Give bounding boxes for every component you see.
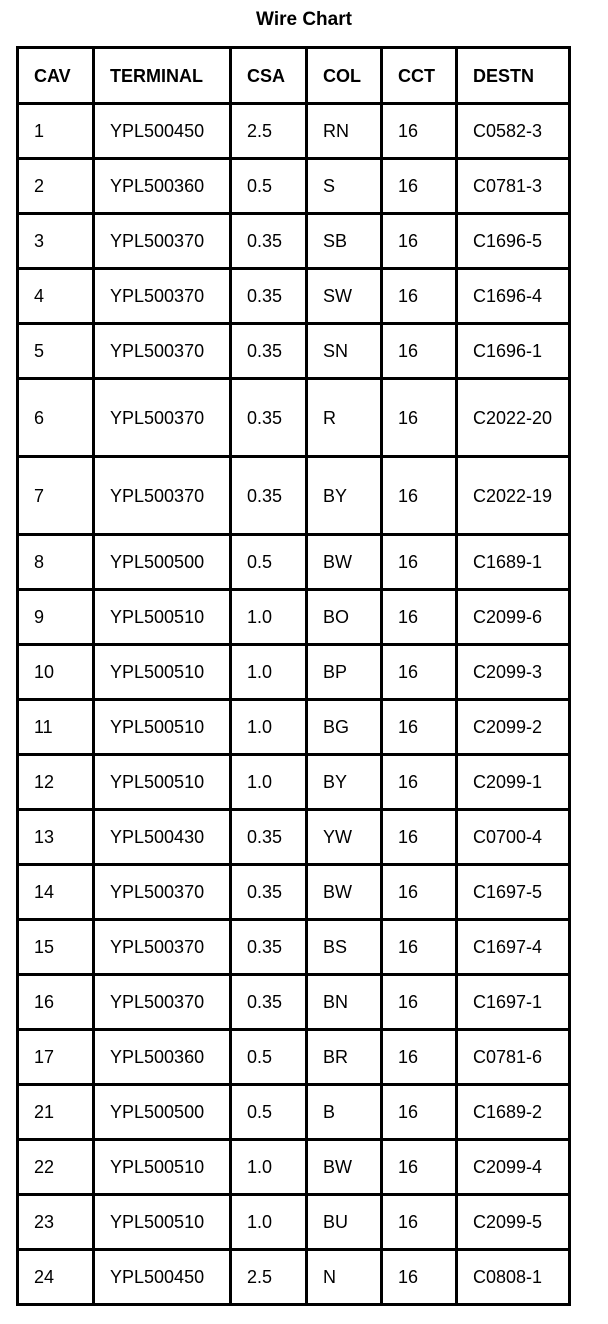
table-row bbox=[19, 458, 571, 536]
cell-destn: C1689-2 bbox=[458, 1086, 571, 1141]
cell-csa: 1.0 bbox=[232, 646, 308, 701]
cell-csa: 0.35 bbox=[232, 976, 308, 1031]
header-col: COL bbox=[308, 49, 383, 105]
table-row bbox=[19, 536, 571, 591]
cell-cav: 21 bbox=[19, 1086, 95, 1141]
cell-cct: 16 bbox=[383, 756, 458, 811]
cell-cct: 16 bbox=[383, 646, 458, 701]
cell-cav: 12 bbox=[19, 756, 95, 811]
cell-terminal: YPL500510 bbox=[95, 591, 232, 646]
cell-cct: 16 bbox=[383, 380, 458, 458]
header-terminal: TERMINAL bbox=[95, 49, 232, 105]
cell-csa: 0.35 bbox=[232, 866, 308, 921]
cell-col: SW bbox=[308, 270, 383, 325]
cell-terminal: YPL500510 bbox=[95, 756, 232, 811]
cell-cav: 23 bbox=[19, 1196, 95, 1251]
cell-csa: 1.0 bbox=[232, 756, 308, 811]
cell-col: BO bbox=[308, 591, 383, 646]
cell-col: S bbox=[308, 160, 383, 215]
cell-cav: 6 bbox=[19, 380, 95, 458]
table-row bbox=[19, 646, 571, 701]
table-row bbox=[19, 701, 571, 756]
cell-cav: 9 bbox=[19, 591, 95, 646]
cell-cav: 14 bbox=[19, 866, 95, 921]
cell-cav: 24 bbox=[19, 1251, 95, 1306]
cell-csa: 0.35 bbox=[232, 921, 308, 976]
wire-chart-table bbox=[16, 46, 571, 1306]
table-row bbox=[19, 1196, 571, 1251]
table-row bbox=[19, 105, 571, 160]
cell-terminal: YPL500430 bbox=[95, 811, 232, 866]
cell-csa: 0.5 bbox=[232, 160, 308, 215]
cell-terminal: YPL500510 bbox=[95, 701, 232, 756]
cell-destn: C0781-6 bbox=[458, 1031, 571, 1086]
header-csa: CSA bbox=[232, 49, 308, 105]
table-row bbox=[19, 270, 571, 325]
table-row bbox=[19, 921, 571, 976]
cell-csa: 0.35 bbox=[232, 811, 308, 866]
cell-terminal: YPL500360 bbox=[95, 160, 232, 215]
cell-destn: C1696-5 bbox=[458, 215, 571, 270]
cell-col: BG bbox=[308, 701, 383, 756]
table-header-row bbox=[19, 49, 571, 105]
cell-cct: 16 bbox=[383, 811, 458, 866]
cell-destn: C2022-20 bbox=[458, 380, 571, 458]
cell-cav: 1 bbox=[19, 105, 95, 160]
cell-csa: 1.0 bbox=[232, 701, 308, 756]
cell-destn: C2099-4 bbox=[458, 1141, 571, 1196]
cell-col: BS bbox=[308, 921, 383, 976]
cell-cct: 16 bbox=[383, 458, 458, 536]
table-row bbox=[19, 756, 571, 811]
cell-col: BW bbox=[308, 536, 383, 591]
cell-cct: 16 bbox=[383, 105, 458, 160]
cell-col: BY bbox=[308, 458, 383, 536]
cell-cct: 16 bbox=[383, 701, 458, 756]
cell-terminal: YPL500370 bbox=[95, 458, 232, 536]
cell-cav: 10 bbox=[19, 646, 95, 701]
cell-destn: C1697-4 bbox=[458, 921, 571, 976]
cell-terminal: YPL500450 bbox=[95, 1251, 232, 1306]
cell-cav: 15 bbox=[19, 921, 95, 976]
cell-col: BU bbox=[308, 1196, 383, 1251]
cell-cav: 16 bbox=[19, 976, 95, 1031]
cell-csa: 2.5 bbox=[232, 1251, 308, 1306]
cell-csa: 0.5 bbox=[232, 1031, 308, 1086]
cell-destn: C2099-1 bbox=[458, 756, 571, 811]
table-row bbox=[19, 591, 571, 646]
cell-terminal: YPL500370 bbox=[95, 215, 232, 270]
table-row bbox=[19, 1251, 571, 1306]
cell-terminal: YPL500370 bbox=[95, 380, 232, 458]
cell-terminal: YPL500370 bbox=[95, 976, 232, 1031]
cell-destn: C0582-3 bbox=[458, 105, 571, 160]
cell-csa: 0.35 bbox=[232, 380, 308, 458]
header-destn: DESTN bbox=[458, 49, 571, 105]
cell-cct: 16 bbox=[383, 1086, 458, 1141]
cell-destn: C2099-6 bbox=[458, 591, 571, 646]
cell-cct: 16 bbox=[383, 160, 458, 215]
table-row bbox=[19, 811, 571, 866]
page-title: Wire Chart bbox=[256, 9, 352, 30]
cell-csa: 1.0 bbox=[232, 1141, 308, 1196]
table-row bbox=[19, 866, 571, 921]
cell-terminal: YPL500510 bbox=[95, 1141, 232, 1196]
cell-col: RN bbox=[308, 105, 383, 160]
table-row bbox=[19, 325, 571, 380]
cell-terminal: YPL500370 bbox=[95, 866, 232, 921]
cell-destn: C0781-3 bbox=[458, 160, 571, 215]
cell-destn: C2099-2 bbox=[458, 701, 571, 756]
cell-csa: 0.35 bbox=[232, 215, 308, 270]
cell-cct: 16 bbox=[383, 1141, 458, 1196]
cell-col: BW bbox=[308, 1141, 383, 1196]
cell-destn: C0808-1 bbox=[458, 1251, 571, 1306]
cell-cct: 16 bbox=[383, 866, 458, 921]
cell-terminal: YPL500370 bbox=[95, 270, 232, 325]
header-cav: CAV bbox=[19, 49, 95, 105]
cell-csa: 1.0 bbox=[232, 591, 308, 646]
table-row bbox=[19, 1141, 571, 1196]
cell-terminal: YPL500510 bbox=[95, 646, 232, 701]
cell-destn: C2022-19 bbox=[458, 458, 571, 536]
cell-col: BR bbox=[308, 1031, 383, 1086]
cell-cav: 7 bbox=[19, 458, 95, 536]
table-row bbox=[19, 1086, 571, 1141]
cell-cav: 8 bbox=[19, 536, 95, 591]
table-row bbox=[19, 976, 571, 1031]
cell-destn: C0700-4 bbox=[458, 811, 571, 866]
cell-col: BY bbox=[308, 756, 383, 811]
table-row bbox=[19, 1031, 571, 1086]
cell-terminal: YPL500500 bbox=[95, 1086, 232, 1141]
cell-terminal: YPL500370 bbox=[95, 325, 232, 380]
cell-cct: 16 bbox=[383, 1196, 458, 1251]
cell-terminal: YPL500450 bbox=[95, 105, 232, 160]
cell-csa: 0.35 bbox=[232, 325, 308, 380]
cell-cct: 16 bbox=[383, 921, 458, 976]
cell-col: SB bbox=[308, 215, 383, 270]
cell-destn: C2099-5 bbox=[458, 1196, 571, 1251]
cell-terminal: YPL500370 bbox=[95, 921, 232, 976]
cell-terminal: YPL500500 bbox=[95, 536, 232, 591]
cell-csa: 2.5 bbox=[232, 105, 308, 160]
cell-terminal: YPL500510 bbox=[95, 1196, 232, 1251]
cell-terminal: YPL500360 bbox=[95, 1031, 232, 1086]
cell-cct: 16 bbox=[383, 536, 458, 591]
cell-col: BN bbox=[308, 976, 383, 1031]
cell-cct: 16 bbox=[383, 215, 458, 270]
cell-csa: 0.35 bbox=[232, 270, 308, 325]
cell-cav: 2 bbox=[19, 160, 95, 215]
cell-cct: 16 bbox=[383, 270, 458, 325]
table-row bbox=[19, 380, 571, 458]
cell-cct: 16 bbox=[383, 325, 458, 380]
cell-cav: 13 bbox=[19, 811, 95, 866]
cell-col: SN bbox=[308, 325, 383, 380]
cell-destn: C1696-1 bbox=[458, 325, 571, 380]
cell-cav: 5 bbox=[19, 325, 95, 380]
cell-cav: 17 bbox=[19, 1031, 95, 1086]
cell-csa: 0.5 bbox=[232, 536, 308, 591]
cell-cav: 11 bbox=[19, 701, 95, 756]
cell-col: BW bbox=[308, 866, 383, 921]
table-row bbox=[19, 160, 571, 215]
cell-destn: C1697-5 bbox=[458, 866, 571, 921]
cell-csa: 0.35 bbox=[232, 458, 308, 536]
table-body bbox=[19, 105, 571, 1306]
cell-csa: 0.5 bbox=[232, 1086, 308, 1141]
cell-cct: 16 bbox=[383, 976, 458, 1031]
cell-col: BP bbox=[308, 646, 383, 701]
header-cct: CCT bbox=[383, 49, 458, 105]
cell-col: R bbox=[308, 380, 383, 458]
cell-col: B bbox=[308, 1086, 383, 1141]
cell-cav: 3 bbox=[19, 215, 95, 270]
cell-destn: C1697-1 bbox=[458, 976, 571, 1031]
cell-cct: 16 bbox=[383, 1031, 458, 1086]
cell-col: N bbox=[308, 1251, 383, 1306]
table-row bbox=[19, 215, 571, 270]
cell-destn: C1689-1 bbox=[458, 536, 571, 591]
cell-cct: 16 bbox=[383, 1251, 458, 1306]
cell-csa: 1.0 bbox=[232, 1196, 308, 1251]
cell-destn: C1696-4 bbox=[458, 270, 571, 325]
cell-cav: 4 bbox=[19, 270, 95, 325]
cell-destn: C2099-3 bbox=[458, 646, 571, 701]
cell-cav: 22 bbox=[19, 1141, 95, 1196]
cell-cct: 16 bbox=[383, 591, 458, 646]
cell-col: YW bbox=[308, 811, 383, 866]
